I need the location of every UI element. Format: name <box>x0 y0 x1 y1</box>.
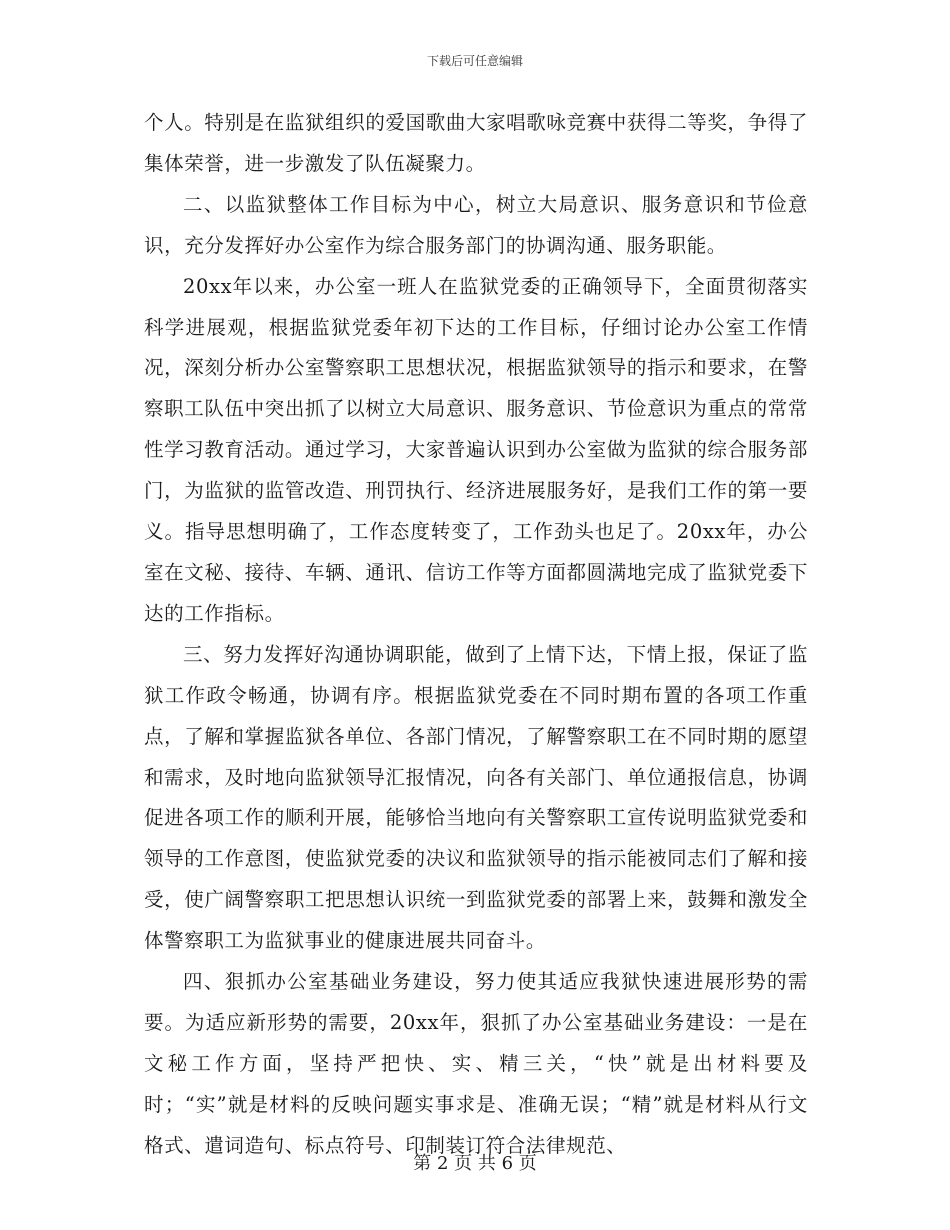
paragraph-2: 二、以监狱整体工作目标为中心，树立大局意识、服务意识和节俭意识，充分发挥好办公室作为综合服务部门的协调沟通、服务职能。 <box>144 192 808 257</box>
body-text <box>144 103 808 1167</box>
paragraph-3: 20xx年以来，办公室一班人在监狱党委的正确领导下，全面贯彻落实科学进展观，根据监狱党委年初下达的工作目标，仔细讨论办公室工作情况，深刻分析办公室警察职工思想状况，根据监狱领导的指示和要求，在警察职工队伍中突出抓了以树立大局意识、服务意识、节俭意识为重点的常常性学习教育活动。通过学习，大家普遍认识到办公室做为监狱的综合服务部门，为监狱的监管改造、刑罚执行、经济进展服务好，是我们工作的第一要义。指导思想明确了，工作态度转变了，工作劲头也足了。20xx年，办公室在文秘、接待、车辆、通讯、信访工作等方面都圆满地完成了监狱党委下达的工作指标。 <box>144 274 808 625</box>
page-number-footer: 第 2 页 共 6 页 <box>413 1153 537 1174</box>
paragraph-5: 四、狠抓办公室基础业务建设，努力使其适应我狱快速进展形势的需要。为适应新形势的需要，20xx年，狠抓了办公室基础业务建设：一是在文秘工作方面，坚持严把快、实、精三关，“快”就是出材料要及时；“实”就是材料的反映问题实事求是、准确无误；“精”就是材料从行文格式、遣词造句、标点符号、印制装订符合法律规范、 <box>144 970 808 1157</box>
page-header-note: 下载后可任意编辑 <box>426 54 523 68</box>
paragraph-4: 三、努力发挥好沟通协调职能，做到了上情下达，下情上报，保证了监狱工作政令畅通，协调有序。根据监狱党委在不同时期布置的各项工作重点，了解和掌握监狱各单位、各部门情况，了解警察职工在不同时期的愿望和需求，及时地向监狱领导汇报情况，向各有关部门、单位通报信息，协调促进各项工作的顺利开展，能够恰当地向有关警察职工宣传说明监狱党委和领导的工作意图，使监狱党委的决议和监狱领导的指示能被同志们了解和接受，使广阔警察职工把思想认识统一到监狱党委的部署上来，鼓舞和激发全体警察职工为监狱事业的健康进展共同奋斗。 <box>144 642 808 953</box>
paragraph-1: 个人。特别是在监狱组织的爱国歌曲大家唱歌咏竞赛中获得二等奖，争得了集体荣誉，进一步激发了队伍凝聚力。 <box>144 111 808 175</box>
